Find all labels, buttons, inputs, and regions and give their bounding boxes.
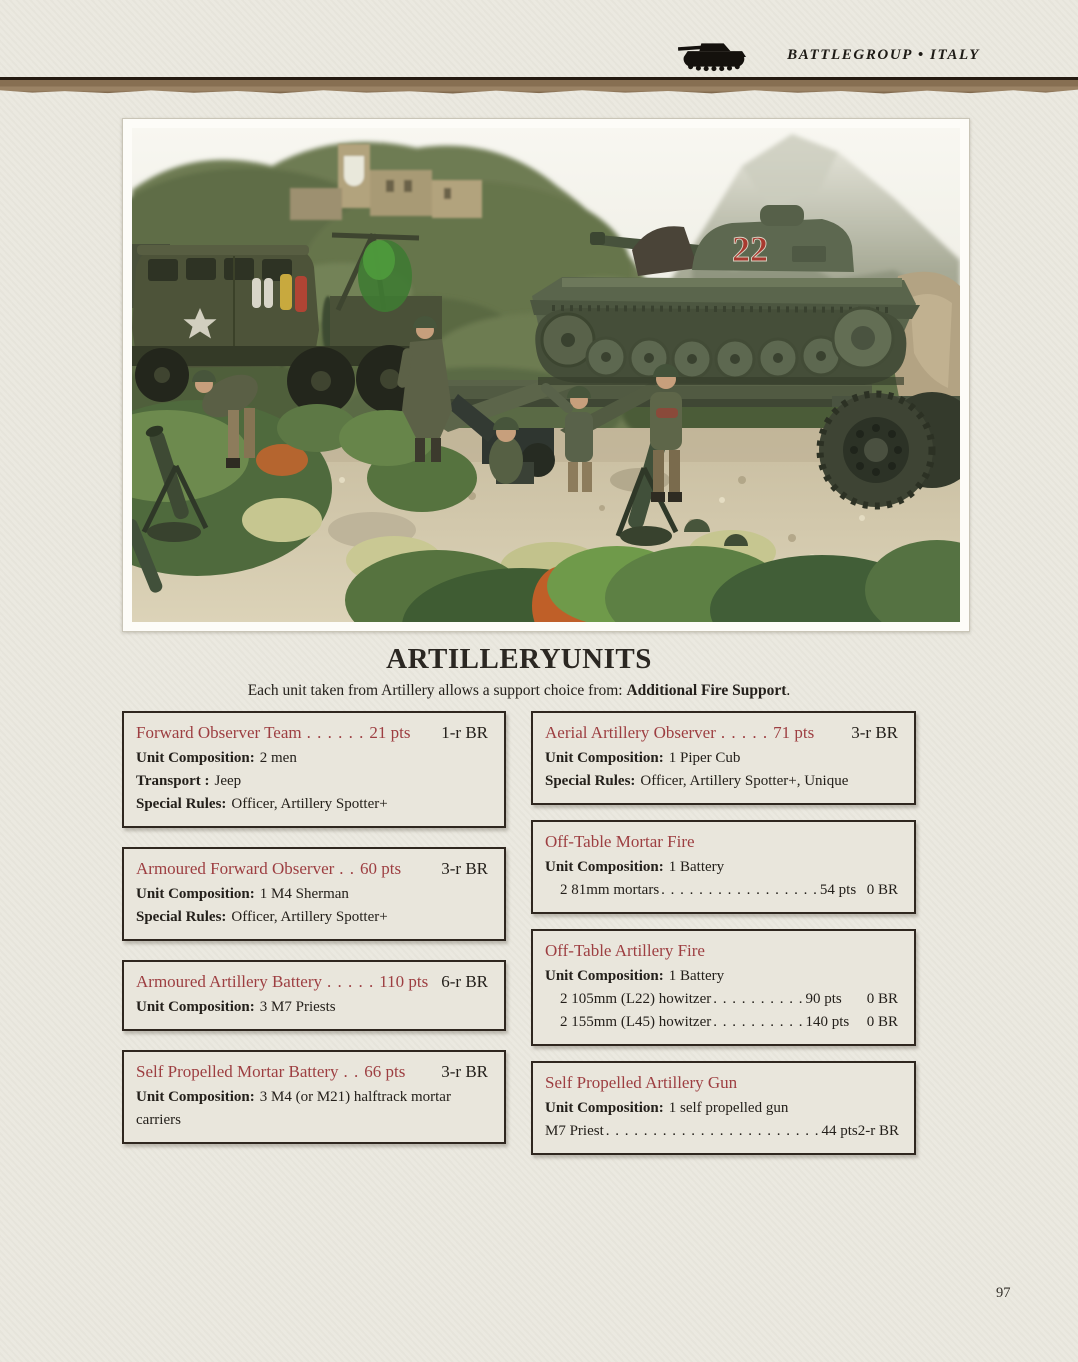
- diorama-photo: [132, 128, 960, 622]
- unit-title: Armoured Forward Observer: [136, 859, 335, 878]
- card-line: [545, 1097, 902, 1120]
- card-off-table-artillery-fire: [531, 929, 916, 1046]
- option-points: 54 pts: [819, 882, 857, 898]
- line-value: 1 Battery: [668, 859, 725, 875]
- page-number: 97: [996, 1285, 1011, 1301]
- line-label: Special Rules:: [545, 773, 636, 789]
- option-points: 90 pts: [805, 991, 842, 1007]
- option-br-rating: 2-r BR: [857, 1123, 900, 1139]
- card-title-row: [136, 719, 492, 747]
- option-points: 44 pts: [821, 1123, 858, 1139]
- right-column: [531, 711, 916, 1155]
- line-value: Jeep: [214, 773, 242, 789]
- line-label: Unit Composition:: [545, 750, 664, 766]
- unit-points: 66 pts: [364, 1062, 406, 1081]
- line-value: 2 men: [259, 750, 297, 766]
- card-line: [136, 747, 492, 770]
- line-value: 1 M4 Sherman: [259, 886, 349, 902]
- line-label: Unit Composition:: [136, 1089, 255, 1105]
- card-armoured-forward-observer: [122, 847, 506, 941]
- line-label: Unit Composition:: [136, 999, 255, 1015]
- option-row: [545, 1011, 902, 1034]
- line-label: Special Rules:: [136, 909, 227, 925]
- line-value: 1 Battery: [668, 968, 725, 984]
- unit-title: Off-Table Mortar Fire: [545, 832, 695, 851]
- unit-title: Self Propelled Artillery Gun: [545, 1073, 738, 1092]
- unit-points: 110 pts: [379, 972, 429, 991]
- option-br-rating: 0 BR: [866, 882, 898, 898]
- dot-leader: . . . . . . . . . . . . . . . . . . . . . . .: [605, 1123, 820, 1139]
- unit-points: 21 pts: [369, 723, 411, 742]
- dot-leader: . . . . .: [327, 972, 375, 991]
- card-self-propelled-mortar-battery: [122, 1050, 506, 1144]
- dot-leader: . . . . .: [720, 723, 769, 742]
- line-label: Unit Composition:: [136, 750, 255, 766]
- card-line: [136, 793, 492, 816]
- card-title-row: [136, 1058, 492, 1086]
- option-name: 2 105mm (L22) howitzer: [560, 991, 712, 1007]
- card-aerial-artillery-observer: [531, 711, 916, 805]
- section-intro: Each unit taken from Artillery allows a support choice from: Additional Fire Support.: [247, 682, 791, 699]
- line-value: 3 M4 (or M21) halftrack mortar carriers: [136, 1089, 451, 1128]
- unit-points: 71 pts: [773, 723, 815, 742]
- dot-leader: . .: [343, 1062, 360, 1081]
- unit-points: 60 pts: [360, 859, 402, 878]
- line-value: Officer, Artillery Spotter+, Unique: [640, 773, 849, 789]
- tank-turret-number: 22: [732, 229, 768, 269]
- card-line: [136, 996, 492, 1019]
- option-name: 2 155mm (L45) howitzer: [560, 1014, 712, 1030]
- dot-leader: . . . . . . . . . . . . . . . . .: [661, 882, 818, 898]
- card-line: [136, 883, 492, 906]
- card-line: [545, 965, 902, 988]
- card-title-row: [545, 719, 902, 747]
- option-name: 2 81mm mortars: [560, 882, 660, 898]
- unit-br-rating: 3-r BR: [851, 723, 898, 742]
- card-line: [545, 856, 902, 879]
- unit-br-rating: 3-r BR: [441, 859, 488, 878]
- unit-title: Aerial Artillery Observer: [545, 723, 716, 742]
- dot-leader: . . . . . . . . . .: [713, 1014, 804, 1030]
- card-line: [136, 1086, 492, 1132]
- card-armoured-artillery-battery: [122, 960, 506, 1031]
- card-line: [136, 906, 492, 929]
- card-line: [136, 770, 492, 793]
- line-label: Unit Composition:: [545, 968, 664, 984]
- line-value: 3 M7 Priests: [259, 999, 336, 1015]
- option-br-rating: 0 BR: [866, 991, 898, 1007]
- line-value: 1 Piper Cub: [668, 750, 741, 766]
- photo-trailer-wheel: [819, 393, 933, 507]
- photo-frame: [122, 118, 970, 632]
- card-off-table-mortar-fire: [531, 820, 916, 914]
- card-title-row: [545, 1069, 902, 1097]
- left-column: [122, 711, 506, 1144]
- line-label: Special Rules:: [136, 796, 227, 812]
- option-name: M7 Priest: [545, 1123, 604, 1139]
- option-br-rating: 0 BR: [866, 1014, 898, 1030]
- artillery-section: [122, 641, 916, 1155]
- option-points: 140 pts: [805, 1014, 850, 1030]
- page-header: [677, 36, 980, 74]
- dot-leader: . .: [339, 859, 356, 878]
- line-value: 1 self propelled gun: [668, 1100, 789, 1116]
- dot-leader: . . . . . . . . . .: [713, 991, 804, 1007]
- unit-title: Forward Observer Team: [136, 723, 302, 742]
- unit-title: Armoured Artillery Battery: [136, 972, 323, 991]
- line-value: Officer, Artillery Spotter+: [231, 909, 388, 925]
- line-value: Officer, Artillery Spotter+: [231, 796, 388, 812]
- card-forward-observer-team: [122, 711, 506, 828]
- option-row: [545, 1120, 902, 1143]
- tank-silhouette-icon: [677, 36, 747, 74]
- unit-br-rating: 1-r BR: [441, 723, 488, 742]
- card-line: [545, 770, 902, 793]
- unit-title: Self Propelled Mortar Battery: [136, 1062, 339, 1081]
- line-label: Unit Composition:: [136, 886, 255, 902]
- unit-br-rating: 3-r BR: [441, 1062, 488, 1081]
- card-title-row: [136, 968, 492, 996]
- card-line: [545, 747, 902, 770]
- unit-br-rating: 6-r BR: [441, 972, 488, 991]
- torn-paper-rule: [0, 77, 1078, 94]
- option-row: [545, 988, 902, 1011]
- line-label: Transport :: [136, 773, 210, 789]
- card-title-row: [545, 828, 902, 856]
- card-self-propelled-artillery-gun: [531, 1061, 916, 1155]
- line-label: Unit Composition:: [545, 1100, 664, 1116]
- line-label: Unit Composition:: [545, 859, 664, 875]
- card-title-row: [136, 855, 492, 883]
- book-title: BATTLEGROUP • ITALY: [787, 46, 980, 63]
- unit-title: Off-Table Artillery Fire: [545, 941, 705, 960]
- section-title: ARTILLERY UNITS: [386, 643, 652, 675]
- dot-leader: . . . . . .: [306, 723, 365, 742]
- card-title-row: [545, 937, 902, 965]
- unit-card-columns: [122, 711, 916, 1155]
- option-row: [545, 879, 902, 902]
